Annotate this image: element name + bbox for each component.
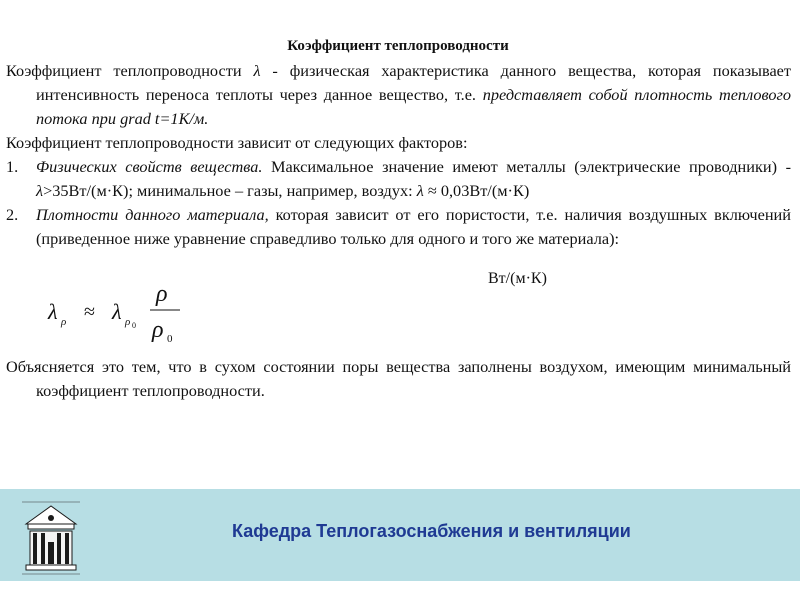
factor-text: которая зависит от его пористости, т.е. наличия воздушных включений (приведенное ниже уравнение справедливо только для одного и того же материала): [36,205,791,248]
lambda-symbol: λ [253,61,261,80]
formula-subscript-rho: ρ [125,316,131,328]
list-number: 2. [6,205,19,224]
gas-value: ≈ 0,03Вт/(м·К) [423,181,530,200]
definition-text-continued: - физическая характеристика данного вещества, которая показывает интенсивность переноса теплоты через данное вещество, т.е. [36,61,792,104]
formula-denominator-rho: ρ [152,317,164,343]
factors-intro: Коэффициент теплопроводности зависит от следующих факторов: [6,133,468,152]
formula-lambda: λ [112,299,122,324]
formula-subscript-zero: 0 [132,321,136,330]
slide-content [6,59,791,403]
definition-paragraph [6,59,791,131]
factor-title: Плотности данного материала, [36,205,269,224]
footer-banner [0,489,800,581]
definition-italic: представляет собой плотность теплового потока при grad t=1К/м. [36,85,791,128]
explanation-paragraph: Объясняется это тем, что в сухом состоянии поры вещества заполнены воздухом, имеющим минимальный коэффициент теплопроводности. [6,357,791,400]
list-number: 1. [6,157,19,176]
factor-text: Максимальное значение имеют металлы (электрические проводники) - [262,157,791,176]
definition-text: Коэффициент теплопроводности [6,61,254,80]
metal-value: >35Вт/(м·К); минимальное – газы, например, воздух: [43,181,417,200]
factor-item-2 [6,203,791,251]
formula-subscript-rho: ρ [61,316,67,328]
slide-title: Коэффициент теплопроводности [287,38,509,54]
university-building-icon [22,498,80,576]
formula-lambda: λ [48,299,58,324]
factor-item-1 [6,155,791,203]
department-name: Кафедра Теплогазоснабжения и вентиляции [232,521,631,541]
formula-row [6,270,791,355]
factor-title: Физических свойств вещества. [36,157,263,176]
formula-numerator-rho: ρ [156,281,168,307]
formula-denominator-zero: 0 [167,333,173,345]
density-formula [46,275,196,347]
lambda-symbol: λ [36,181,44,200]
formula-approx: ≈ [84,301,95,323]
lambda-symbol: λ [416,181,424,200]
formula-unit: Вт/(м·К) [488,270,547,287]
